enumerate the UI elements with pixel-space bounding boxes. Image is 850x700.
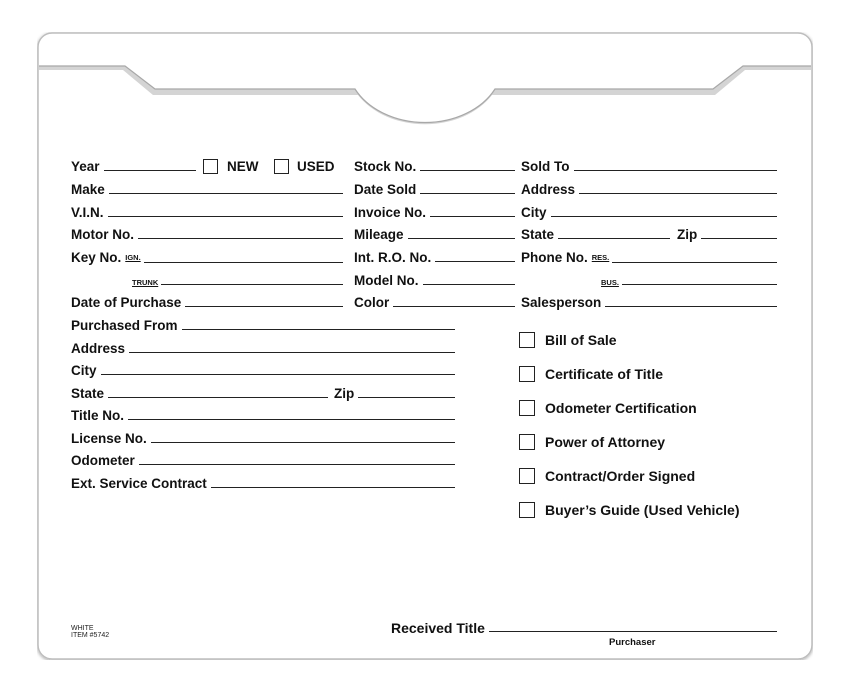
ext-service-contract-label: Ext. Service Contract (71, 476, 207, 491)
trunk-field[interactable] (132, 273, 343, 287)
year-label: Year (71, 159, 100, 174)
state-label: State (521, 227, 555, 242)
phone-no-label: Phone No. (521, 250, 588, 265)
color-label: Color (354, 295, 390, 310)
purchaser-caption: Purchaser (609, 637, 656, 648)
title-no-label: Title No. (71, 408, 125, 423)
label-buyers-guide: Buyer’s Guide (Used Vehicle) (545, 502, 740, 518)
pf-address-field[interactable] (71, 340, 455, 356)
int-ro-no-label: Int. R.O. No. (354, 250, 432, 265)
odometer-label: Odometer (71, 453, 135, 468)
file-jacket (37, 32, 813, 660)
invoice-no-field[interactable] (354, 204, 515, 220)
ign-field[interactable] (125, 251, 343, 265)
city-label: City (521, 205, 547, 220)
key-no-field (71, 249, 343, 265)
motor-no-field[interactable] (71, 226, 343, 242)
purchased-from-field[interactable] (71, 317, 455, 333)
color-code: WHITE (71, 625, 94, 632)
title-no-field[interactable] (71, 407, 455, 423)
zip-field[interactable] (677, 226, 777, 242)
purchased-from-label: Purchased From (71, 318, 178, 333)
stock-no-label: Stock No. (354, 159, 417, 174)
make-field[interactable] (71, 181, 343, 197)
res-label: RES. (591, 253, 610, 262)
used-checkbox[interactable] (274, 159, 289, 174)
year-line (104, 169, 196, 171)
vin-label: V.I.N. (71, 205, 104, 220)
int-ro-no-field[interactable] (354, 249, 515, 265)
checkbox-power-of-attorney[interactable] (519, 434, 535, 450)
date-sold-label: Date Sold (354, 182, 417, 197)
salesperson-label: Salesperson (521, 295, 602, 310)
received-title-field[interactable] (391, 619, 777, 635)
stock-no-field[interactable] (354, 158, 515, 174)
address-field[interactable] (521, 181, 777, 197)
zip-label: Zip (677, 227, 698, 242)
pf-zip-field[interactable] (334, 385, 455, 401)
vin-field[interactable] (71, 204, 343, 220)
salesperson-field[interactable] (521, 294, 777, 310)
date-sold-field[interactable] (354, 181, 515, 197)
license-no-field[interactable] (71, 430, 455, 446)
mileage-field[interactable] (354, 226, 515, 242)
checkbox-contract-order-signed[interactable] (519, 468, 535, 484)
bus-field[interactable] (601, 273, 777, 287)
model-no-field[interactable] (354, 272, 515, 288)
date-of-purchase-label: Date of Purchase (71, 295, 182, 310)
key-no-label: Key No. (71, 250, 122, 265)
received-title-label: Received Title (391, 620, 485, 636)
invoice-no-label: Invoice No. (354, 205, 427, 220)
motor-no-label: Motor No. (71, 227, 134, 242)
pf-address-label: Address (71, 341, 126, 356)
ign-label: IGN. (125, 253, 141, 262)
sold-to-field[interactable] (521, 158, 777, 174)
year-field[interactable] (71, 158, 196, 174)
checkbox-buyers-guide[interactable] (519, 502, 535, 518)
new-label: NEW (227, 159, 259, 174)
state-field[interactable] (521, 226, 670, 242)
mileage-label: Mileage (354, 227, 404, 242)
label-power-of-attorney: Power of Attorney (545, 434, 666, 450)
label-certificate-of-title: Certificate of Title (545, 366, 663, 382)
date-of-purchase-field[interactable] (71, 294, 343, 310)
pf-state-field[interactable] (71, 385, 328, 401)
city-field[interactable] (521, 204, 777, 220)
label-contract-order-signed: Contract/Order Signed (545, 468, 696, 484)
checkbox-bill-of-sale[interactable] (519, 332, 535, 348)
new-checkbox[interactable] (203, 159, 218, 174)
used-label: USED (297, 159, 335, 174)
ext-service-contract-field[interactable] (71, 475, 455, 491)
make-label: Make (71, 182, 105, 197)
res-field[interactable] (592, 251, 777, 265)
pf-state-label: State (71, 386, 105, 401)
label-odometer-certification: Odometer Certification (545, 400, 697, 416)
checkbox-odometer-certification[interactable] (519, 400, 535, 416)
pf-zip-label: Zip (334, 386, 355, 401)
address-label: Address (521, 182, 576, 197)
item-number: ITEM #5742 (71, 632, 110, 639)
pf-city-label: City (71, 363, 97, 378)
model-no-label: Model No. (354, 273, 419, 288)
sold-to-label: Sold To (521, 159, 570, 174)
odometer-field[interactable] (71, 452, 455, 468)
phone-no-field (521, 249, 777, 265)
label-bill-of-sale: Bill of Sale (545, 332, 617, 348)
trunk-label: TRUNK (132, 278, 159, 287)
bus-label: BUS. (601, 278, 619, 287)
checkbox-certificate-of-title[interactable] (519, 366, 535, 382)
pf-city-field[interactable] (71, 362, 455, 378)
color-field[interactable] (354, 294, 515, 310)
license-no-label: License No. (71, 431, 147, 446)
